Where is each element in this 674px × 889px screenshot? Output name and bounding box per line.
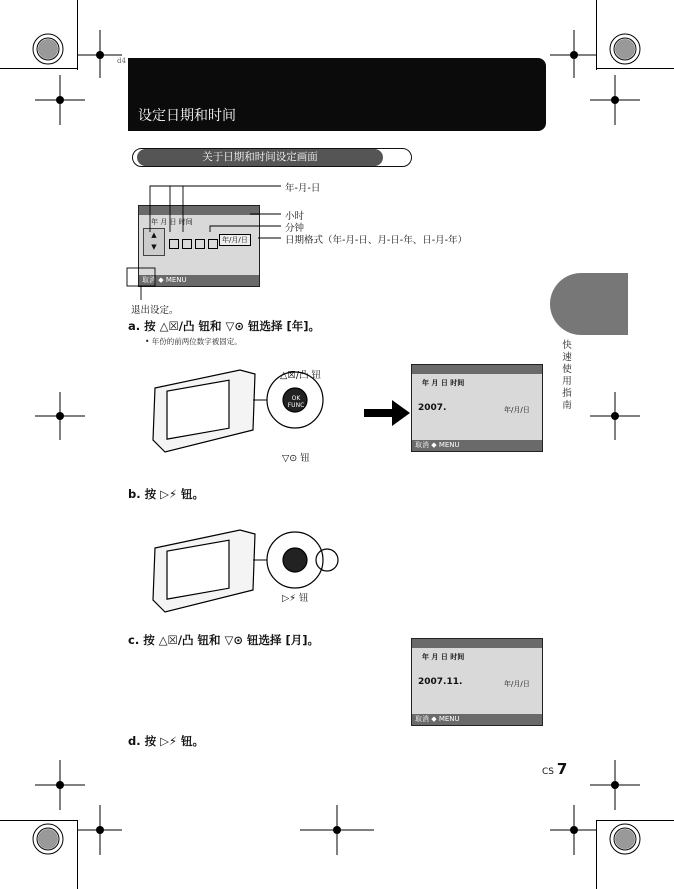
step-c: c. 按 △☒/凸 钮和 ▽⊙ 钮选择 [月]。 — [128, 633, 320, 647]
ok-func-label: OK FUNC — [287, 395, 305, 409]
screen-header-labels: 年 月 日 时间 — [151, 218, 193, 226]
page-prefix: CS — [542, 767, 554, 777]
screen1-format: 年/月/日 — [504, 406, 530, 414]
screen2-format: 年/月/日 — [504, 680, 530, 688]
callout-hour: 小时 — [285, 211, 305, 222]
screen2-value: 2007.11. — [418, 677, 463, 687]
down-button-label: ▽⊙ 钮 — [282, 453, 310, 464]
corner-code: d4 — [117, 57, 126, 65]
screen2-header: 年 月 日 时间 — [422, 653, 465, 661]
camera-illustration-2 — [145, 520, 355, 620]
page-title: 设定日期和时间 — [138, 108, 236, 124]
screen1-header: 年 月 日 时间 — [422, 379, 465, 387]
screen-top-bar — [412, 365, 542, 374]
right-button-label: ▷⚡ 钮 — [282, 593, 309, 604]
step-d: d. 按 ▷⚡ 钮。 — [128, 734, 205, 748]
screen-top-bar — [412, 639, 542, 648]
screen-cancel-label: 取消 ◆ MENU — [139, 275, 259, 286]
step-a-note: • 年份的前两位数字被固定。 — [145, 337, 242, 346]
format-box: 年/月/日 — [219, 234, 251, 246]
arrow-updown-icon: ▲ ▼ — [143, 228, 165, 256]
callout-format: 日期格式（年-月-日、月-日-年、日-月-年） — [285, 235, 468, 246]
screen1-cancel: 取消 ◆ MENU — [412, 440, 542, 451]
screen2-cancel: 取消 ◆ MENU — [412, 714, 542, 725]
screen1-value: 2007. — [418, 403, 447, 413]
callout-ymd: 年-月-日 — [285, 183, 321, 194]
callout-exit: 退出设定。 — [131, 305, 179, 316]
callout-minute: 分钟 — [285, 223, 305, 234]
month-setting-screen — [411, 638, 543, 726]
up-button-label: △☒/凸 钮 — [280, 370, 322, 381]
page-number — [542, 760, 567, 778]
chapter-tab — [550, 273, 628, 335]
section-title: 关于日期和时间设定画面 — [137, 149, 383, 166]
step-b: b. 按 ▷⚡ 钮。 — [128, 487, 205, 501]
year-setting-screen — [411, 364, 543, 452]
chapter-tab-label: 快速使用指南 — [562, 340, 572, 411]
step-a: a. 按 △☒/凸 钮和 ▽⊙ 钮选择 [年]。 — [128, 319, 320, 333]
page-number-value: 7 — [556, 760, 568, 778]
arrow-right-icon — [364, 400, 410, 426]
